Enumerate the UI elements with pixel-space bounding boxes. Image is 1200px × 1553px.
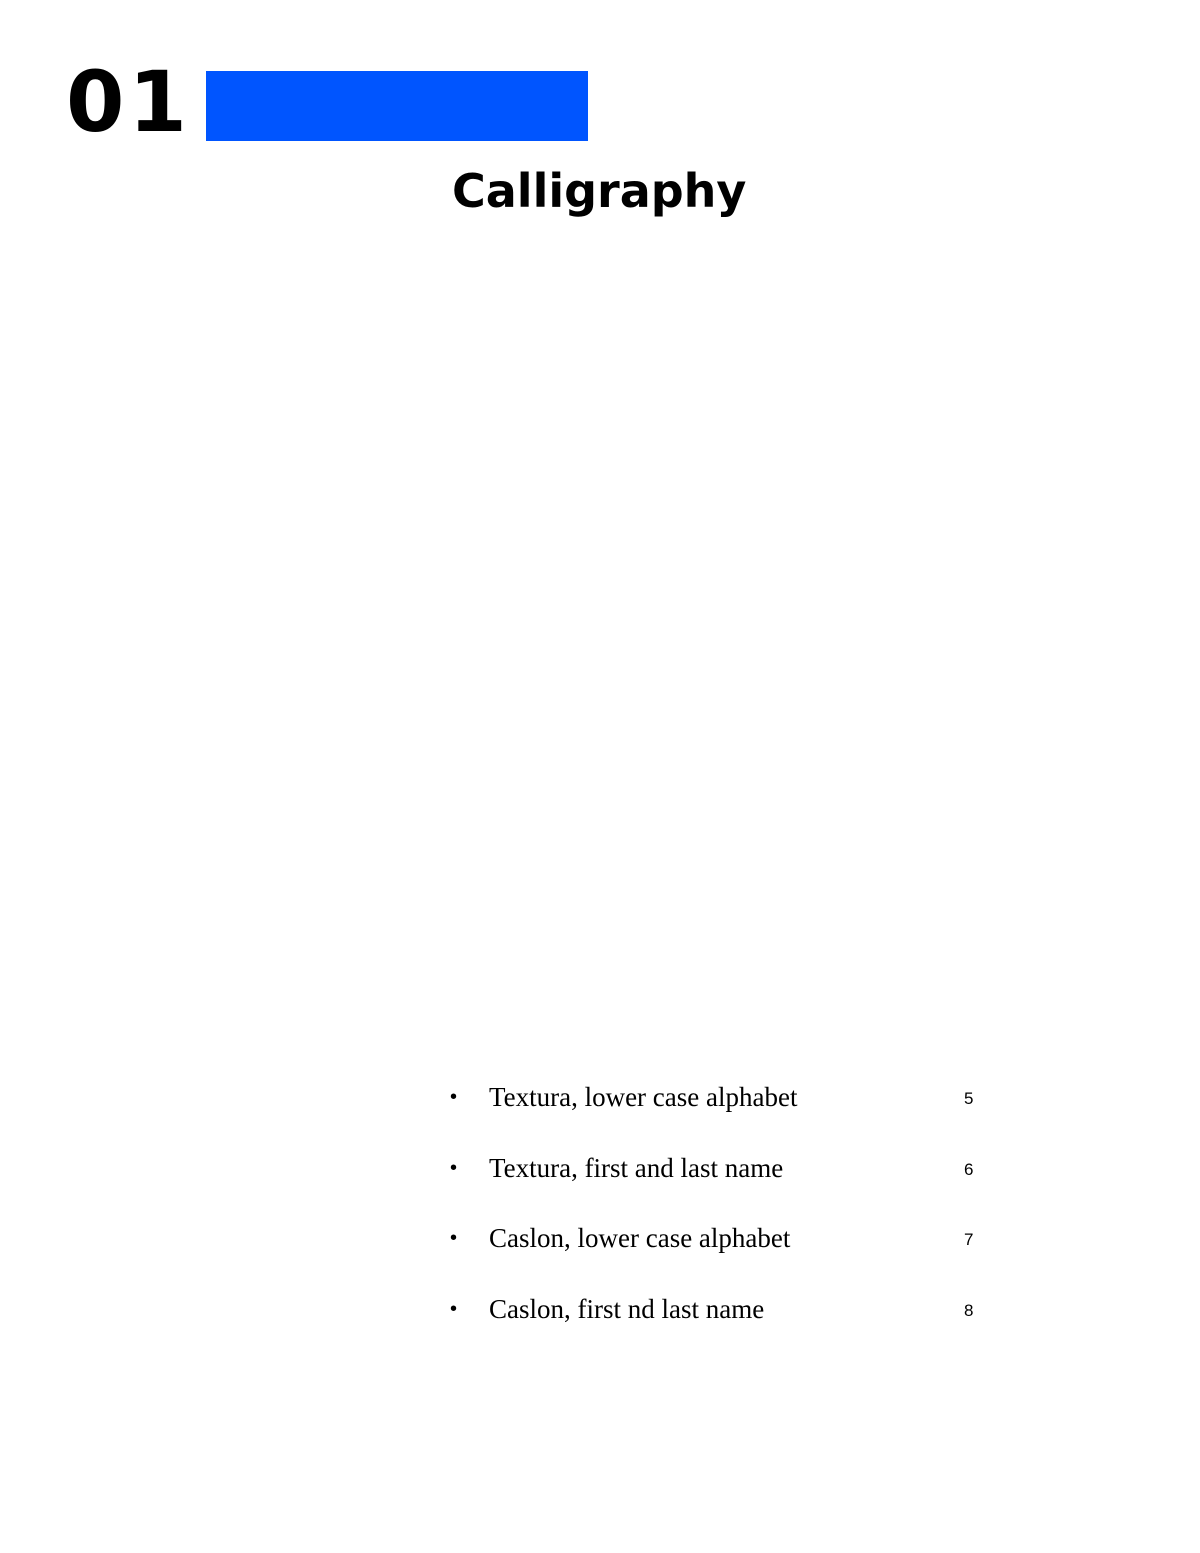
toc-item[interactable] [450,1148,990,1219]
toc-item-label: Textura, lower case alphabet [489,1082,798,1112]
toc-item-label: Textura, first and last name [489,1152,784,1183]
toc-item-label: Caslon, lower case alphabet [489,1223,791,1253]
bullet-icon: • [450,1156,458,1179]
toc-item-page-number: 5 [964,1089,974,1108]
accent-bar [206,71,588,141]
section-title: Calligraphy [452,163,747,218]
section-number: 01 [66,53,191,151]
toc-item-page-number: 6 [964,1159,974,1179]
toc-item[interactable] [450,1289,990,1360]
toc-item-page-number: 7 [964,1230,974,1249]
toc-item[interactable] [450,1218,990,1289]
toc-item[interactable] [450,1077,990,1148]
bullet-icon: • [450,1086,458,1108]
bullet-icon: • [450,1227,458,1249]
toc-item-label: Caslon, first nd last name [489,1293,765,1324]
table-of-contents [450,1077,990,1359]
toc-item-page-number: 8 [964,1300,974,1320]
bullet-icon: • [450,1297,458,1320]
